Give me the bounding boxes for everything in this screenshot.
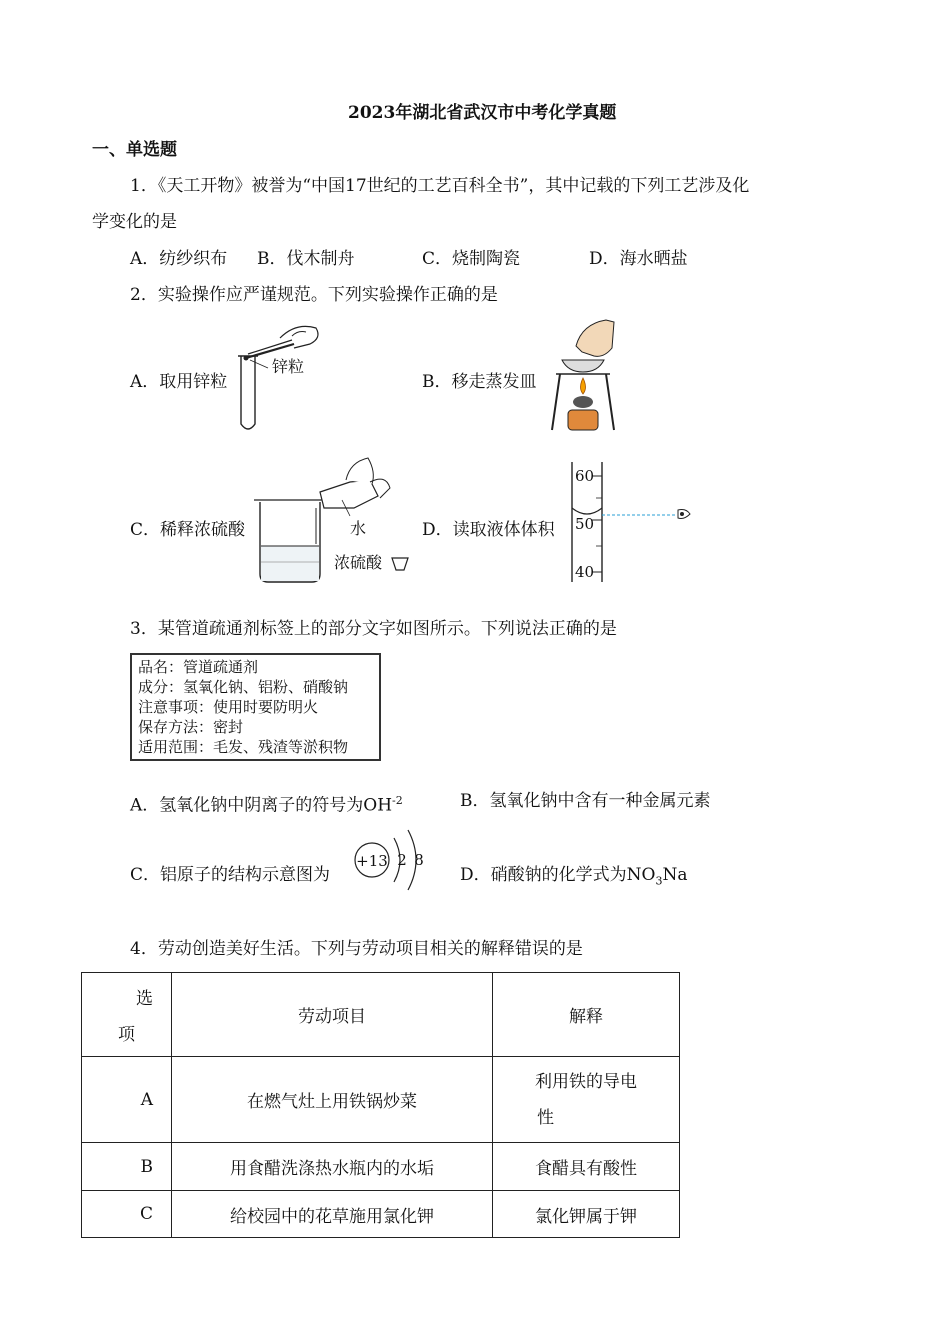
header-labor-item: 劳动项目 <box>172 973 493 1057</box>
labor-table <box>81 972 680 1238</box>
q1-option-d: D．海水晒盐 <box>589 249 688 269</box>
row-item: 给校园中的花草施用氯化钾 <box>172 1191 493 1238</box>
nucleus-charge: +13 <box>356 852 388 870</box>
q1-option-a: A．纺纱织布 <box>130 249 228 269</box>
aluminum-atom-diagram <box>352 822 432 892</box>
q1-stem-line1: 1．《天工开物》被誉为“中国17世纪的工艺百科全书”，其中记载的下列工艺涉及化 <box>130 176 750 196</box>
row-option: A <box>82 1057 172 1143</box>
label-line: 适用范围：毛发、残渣等淤积物 <box>138 738 349 756</box>
evaporating-dish-figure <box>548 318 618 436</box>
q2-option-d: D．读取液体体积 <box>422 520 555 540</box>
row-item: 在燃气灶上用铁锅炒菜 <box>172 1057 493 1143</box>
q4-stem: 4．劳动创造美好生活。下列与劳动项目相关的解释错误的是 <box>130 939 583 959</box>
label-line: 保存方法：密封 <box>138 718 244 736</box>
row-explanation: 氯化钾属于钾 <box>493 1191 680 1238</box>
zinc-label: 锌粒 <box>272 357 305 376</box>
table-row <box>82 1191 680 1238</box>
section-heading: 一、单选题 <box>92 140 177 160</box>
row-item: 用食醋洗涤热水瓶内的水垢 <box>172 1143 493 1191</box>
acid-label: 浓硫酸 <box>334 553 383 572</box>
q1-option-c: C．烧制陶瓷 <box>422 249 521 269</box>
label-line: 品名：管道疏通剂 <box>138 658 259 676</box>
table-header-row <box>82 973 680 1057</box>
water-label: 水 <box>350 519 367 538</box>
label-line: 注意事项：使用时要防明火 <box>138 698 319 716</box>
table-row <box>82 1143 680 1191</box>
table-row <box>82 1057 680 1143</box>
graduated-cylinder-figure <box>566 458 696 586</box>
q3-option-b: B．氢氧化钠中含有一种金属元素 <box>460 791 711 811</box>
q3-option-d: D．硝酸钠的化学式为$NO_3Na$ <box>460 865 688 888</box>
row-option: B <box>82 1143 172 1191</box>
q2-stem: 2．实验操作应严谨规范。下列实验操作正确的是 <box>130 285 498 305</box>
shell2-electrons: 8 <box>414 851 424 869</box>
q3-option-c: C．铝原子的结构示意图为 <box>130 865 331 885</box>
row-explanation: 利用铁的导电 性 <box>493 1057 680 1143</box>
tick-40: 40 <box>575 563 595 581</box>
tick-50: 50 <box>575 515 595 533</box>
q2-option-b: B．移走蒸发皿 <box>422 372 537 392</box>
header-explanation: 解释 <box>493 973 680 1057</box>
product-label-box <box>130 653 381 761</box>
tick-60: 60 <box>575 467 595 485</box>
row-option: C <box>82 1191 172 1238</box>
page-title: 2023年湖北省武汉市中考化学真题 <box>348 103 617 123</box>
q1-option-b: B．伐木制舟 <box>257 249 355 269</box>
dilute-acid-figure <box>250 452 415 588</box>
q1-stem-line2: 学变化的是 <box>92 212 177 232</box>
header-option: 选 项 <box>82 973 172 1057</box>
zinc-test-tube-figure <box>236 318 326 436</box>
q2-option-a: A．取用锌粒 <box>130 372 228 392</box>
q3-stem: 3．某管道疏通剂标签上的部分文字如图所示。下列说法正确的是 <box>130 619 617 639</box>
shell1-electrons: 2 <box>397 851 407 869</box>
q3-option-a: A．氢氧化钠中阴离子的符号为$OH^{-2}$ <box>130 794 403 816</box>
q2-option-c: C．稀释浓硫酸 <box>130 520 246 540</box>
label-line: 成分：氢氧化钠、铝粉、硝酸钠 <box>138 678 349 696</box>
row-explanation: 食醋具有酸性 <box>493 1143 680 1191</box>
